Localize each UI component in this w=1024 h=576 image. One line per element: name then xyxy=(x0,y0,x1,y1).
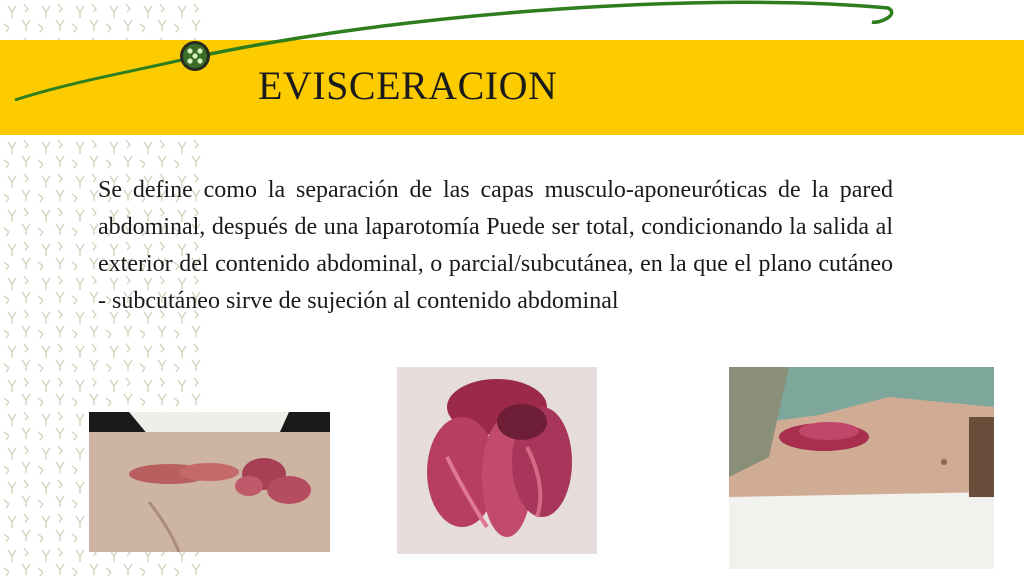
evisceration-photo-3 xyxy=(729,367,994,569)
evisceration-photo-1 xyxy=(89,412,330,552)
slide-title: EVISCERACION xyxy=(258,63,558,108)
slide-body-text: Se define como la separación de las capas musculo-aponeuróticas de la pared abdominal, después de una laparotomía Puede ser total, condicionando la salida al exterior del contenido abdominal, o parcial/subcutánea, en la que el plano cutáneo - subcutáneo sirve de sujeción al contenido abdominal xyxy=(98,177,893,314)
evisceration-photo-2 xyxy=(397,367,597,554)
bullet-icon xyxy=(180,41,210,71)
